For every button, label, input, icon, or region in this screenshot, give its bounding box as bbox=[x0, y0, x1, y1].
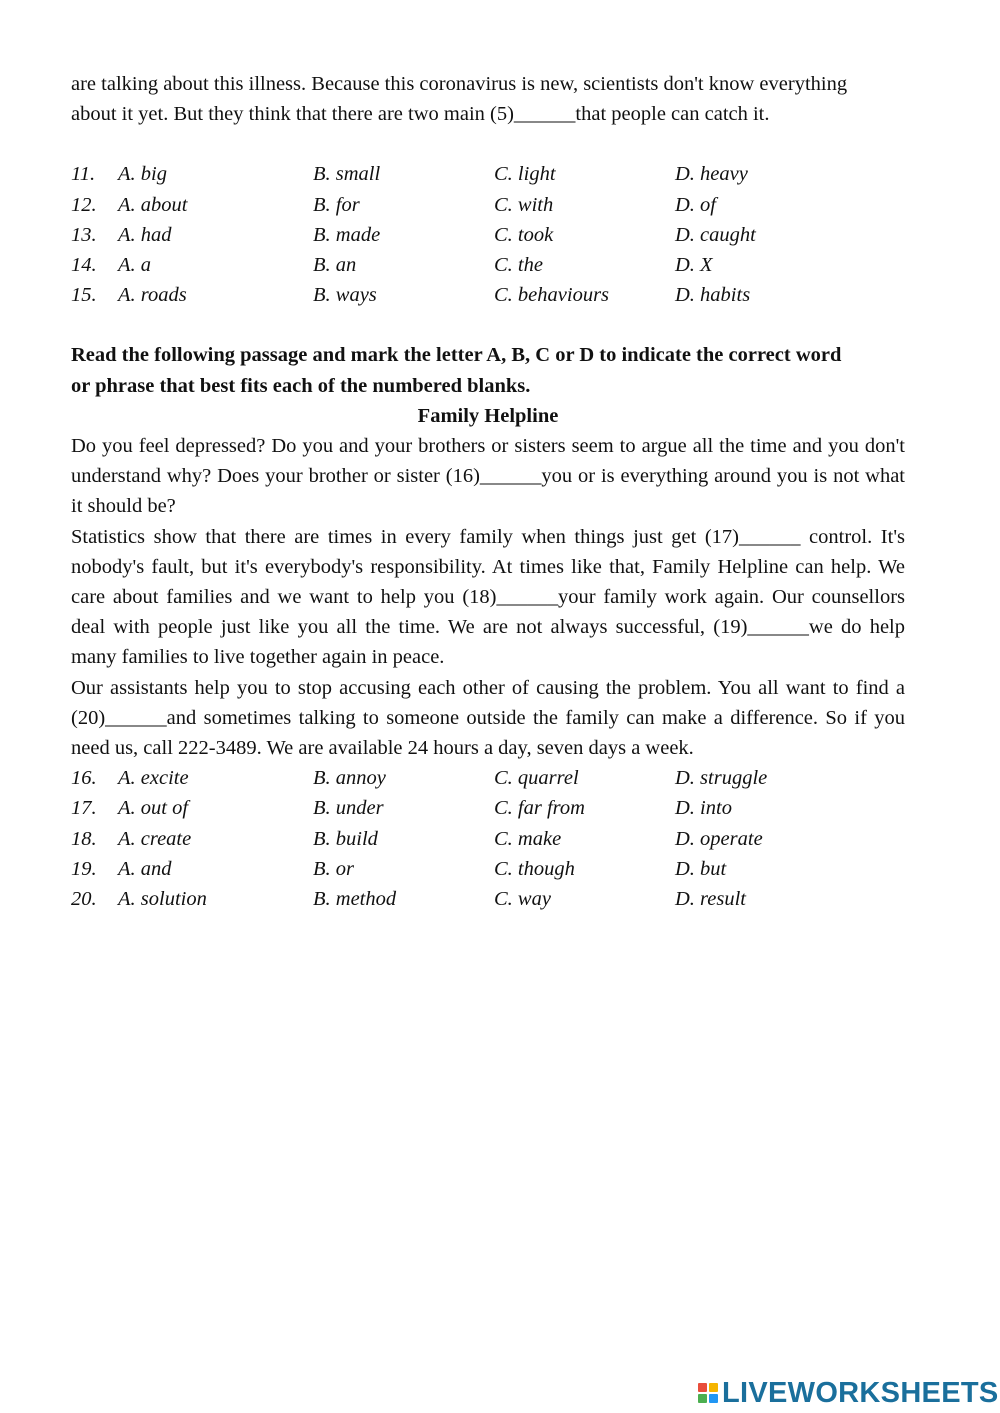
option-c: C. behaviours bbox=[494, 284, 610, 307]
question-row bbox=[71, 250, 905, 280]
intro-line-1: are talking about this illness. Because this coronavirus is new, scientists don't know everything bbox=[71, 73, 848, 95]
option-a: A. excite bbox=[118, 767, 189, 790]
question-row bbox=[71, 884, 905, 914]
question-number: 15. bbox=[71, 284, 97, 307]
option-b: B. or bbox=[313, 857, 354, 880]
option-b: B. small bbox=[313, 163, 381, 186]
option-a: A. solution bbox=[118, 887, 207, 910]
question-number: 13. bbox=[71, 223, 97, 246]
option-d: D. operate bbox=[675, 827, 763, 850]
option-d: D. but bbox=[675, 857, 727, 880]
option-c: C. the bbox=[494, 253, 543, 276]
option-b: B. made bbox=[313, 223, 381, 246]
question-number: 11. bbox=[71, 163, 96, 186]
question-number: 20. bbox=[71, 887, 97, 910]
question-row bbox=[71, 280, 905, 310]
instruction-line-2: or phrase that best fits each of the numbered blanks. bbox=[71, 374, 531, 397]
option-b: B. for bbox=[313, 193, 360, 216]
option-a: A. a bbox=[118, 253, 152, 276]
option-c: C. way bbox=[494, 887, 551, 910]
option-a: A. roads bbox=[118, 284, 187, 307]
question-row bbox=[71, 159, 905, 189]
option-d: D. caught bbox=[675, 223, 756, 246]
option-a: A. create bbox=[118, 827, 192, 850]
option-d: D. of bbox=[675, 193, 716, 216]
question-number: 19. bbox=[71, 857, 97, 880]
option-d: D. struggle bbox=[675, 767, 768, 790]
passage-paragraph-3: Our assistants help you to stop accusing each other of causing the problem. You all want to find a (20)______and sometimes talking to someone outside the family can make a difference. So if you need us, call 222-3489. We are available 24 hours a day, seven days a week. bbox=[71, 676, 905, 759]
option-b: B. ways bbox=[313, 284, 377, 307]
option-a: A. out of bbox=[118, 797, 189, 820]
question-number: 12. bbox=[71, 193, 97, 216]
option-b: B. annoy bbox=[313, 767, 386, 790]
option-d: D. heavy bbox=[675, 163, 748, 186]
question-list-16-20 bbox=[71, 763, 905, 914]
option-c: C. far from bbox=[494, 797, 585, 820]
worksheet-page bbox=[71, 69, 905, 914]
option-c: C. took bbox=[494, 223, 554, 246]
question-row bbox=[71, 763, 905, 793]
option-d: D. into bbox=[675, 797, 732, 820]
question-number: 17. bbox=[71, 797, 97, 820]
option-d: D. habits bbox=[675, 284, 751, 307]
passage-paragraph-2: Statistics show that there are times in every family when things just get (17)______ control. It's nobody's fault, but it's everybody's responsibility. At times like that, Family Helpline can help. We care about families and we want to help you (18)______your family work again. Our counsellors deal with people just like you all the time. We are not always successful, (19)______we do help many families to live together again in peace. bbox=[71, 525, 905, 669]
option-a: A. had bbox=[118, 223, 172, 246]
option-c: C. quarrel bbox=[494, 767, 579, 790]
passage-paragraph-1: Do you feel depressed? Do you and your brothers or sisters seem to argue all the time and you don't understand why? Does your brother or sister (16)______you or is everything around you is not what it should be? bbox=[71, 434, 905, 518]
option-c: C. make bbox=[494, 827, 562, 850]
option-c: C. light bbox=[494, 163, 556, 186]
question-row bbox=[71, 190, 905, 220]
option-d: D. X bbox=[675, 253, 713, 276]
intro-line-2: about it yet. But they think that there are two main (5)______that people can catch it. bbox=[71, 103, 770, 126]
question-row bbox=[71, 220, 905, 250]
passage-title: Family Helpline bbox=[417, 404, 559, 427]
option-a: A. about bbox=[118, 193, 188, 216]
option-c: C. with bbox=[494, 193, 554, 216]
option-d: D. result bbox=[675, 887, 746, 910]
option-c: C. though bbox=[494, 857, 575, 880]
question-number: 18. bbox=[71, 827, 97, 850]
option-b: B. build bbox=[313, 827, 378, 850]
option-b: B. an bbox=[313, 253, 357, 276]
question-number: 14. bbox=[71, 253, 97, 276]
logo-text: LIVEWORKSHEETS bbox=[722, 1376, 999, 1409]
question-list-11-15 bbox=[71, 159, 905, 310]
logo-blocks-icon bbox=[698, 1383, 718, 1403]
question-row bbox=[71, 824, 905, 854]
option-b: B. method bbox=[313, 887, 397, 910]
instruction-line-1: Read the following passage and mark the letter A, B, C or D to indicate the correct word bbox=[71, 344, 842, 367]
question-row bbox=[71, 793, 905, 823]
question-number: 16. bbox=[71, 767, 97, 790]
liveworksheets-logo[interactable] bbox=[698, 1378, 999, 1408]
option-a: A. big bbox=[118, 163, 167, 186]
option-b: B. under bbox=[313, 797, 384, 820]
option-a: A. and bbox=[118, 857, 172, 880]
question-row bbox=[71, 854, 905, 884]
